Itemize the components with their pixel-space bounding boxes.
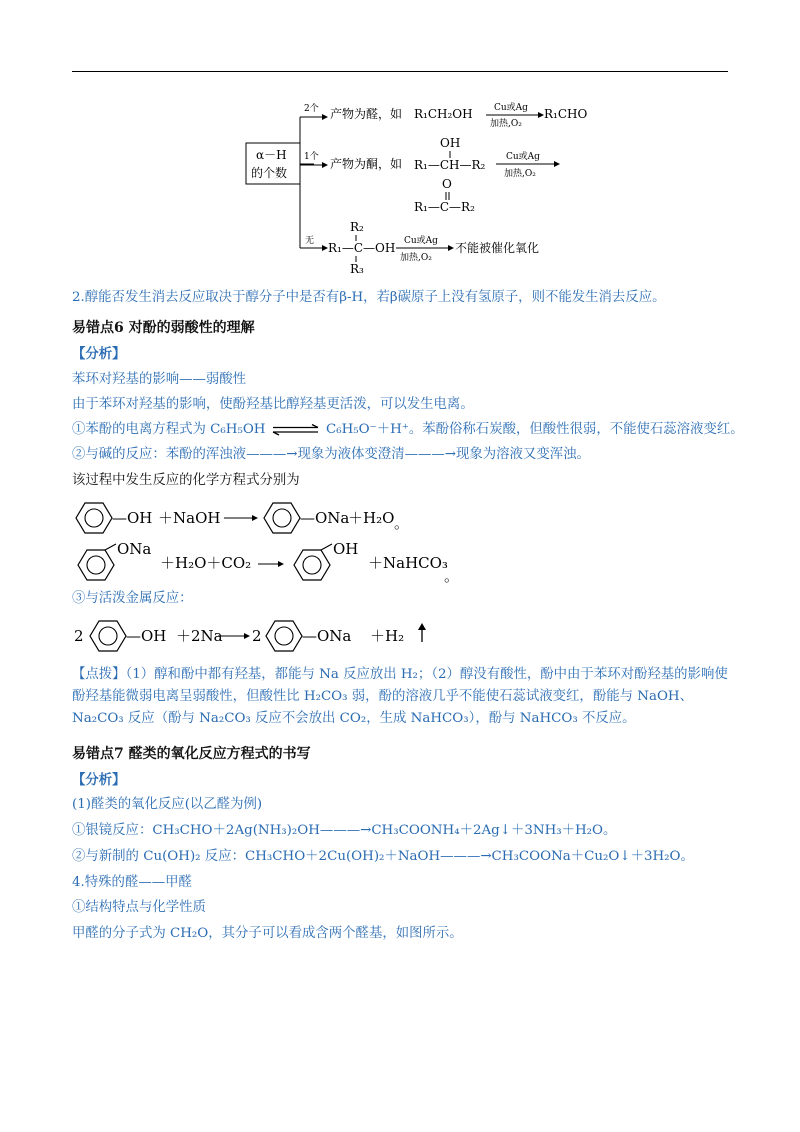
section6-analysis-tag: 【分析】 xyxy=(72,346,126,362)
benzene-ring-icon xyxy=(90,621,126,651)
equation-sodium-phenoxide-co2 xyxy=(72,539,492,587)
branch3-label: 无 xyxy=(305,236,315,246)
copper-hydroxide-equation: ②与新制的 Cu(OH)₂ 反应：CH₃CHO＋2Cu(OH)₂＋NaOH———→CH₃COONa＋Cu₂O↓＋3H₂O。 xyxy=(72,849,694,864)
eq3-oh: —OH xyxy=(126,627,167,645)
branch3-r3: R₃ xyxy=(350,262,364,276)
eq1-end: 。 xyxy=(394,514,410,532)
benzene-ring-icon xyxy=(78,550,114,580)
branch2-prod-chain: R₁—C—R₂ xyxy=(414,200,475,214)
section7-heading: 易错点7 醛类的氧化反应方程式的书写 xyxy=(72,746,311,762)
benzene-ring-icon xyxy=(76,503,112,533)
section7-line6: 甲醛的分子式为 CH₂O，其分子可以看成含两个醛基，如图所示。 xyxy=(72,926,463,941)
eq3-coef1: 2 xyxy=(74,627,84,645)
branch3-r2: R₂ xyxy=(350,220,364,234)
benzene-ring-icon xyxy=(264,503,300,533)
section7-analysis-tag: 【分析】 xyxy=(72,772,126,788)
branch2-label: 1个 xyxy=(304,152,319,162)
equilibrium-arrow-icon xyxy=(270,424,322,436)
branch1-cond-bottom: 加热,O₂ xyxy=(490,119,522,129)
eq2-nahco3: ＋NaHCO₃ xyxy=(368,554,448,572)
tip-paragraph: 【点拨】（1）醇和酚中都有羟基，都能与 Na 反应放出 H₂；（2）醇没有酸性，酚中由于苯环对酚羟基的影响使酚羟基能微弱电离呈弱酸性，但酸性比 H₂CO₃ 弱，酚的溶液几乎不能使石蕊试液变红，酚能与 NaOH、Na₂CO₃ 反应（酚与 Na₂CO₃ 反应不会放出 CO₂，生成 NaHCO₃），酚与 NaHCO₃ 不反应。 xyxy=(72,667,728,726)
section6-line5: 该过程中发生反应的化学方程式分别为 xyxy=(72,473,300,488)
eq1-ona: —ONa xyxy=(300,509,350,527)
section6-line4: ②与碱的反应：苯酚的浑浊液———→现象为液体变澄清———→现象为溶液又变浑浊。 xyxy=(72,447,590,462)
section6-heading: 易错点6 对酚的弱酸性的理解 xyxy=(72,320,255,336)
eq2-ona: ONa xyxy=(117,540,152,558)
branch2-cond-top: Cu或Ag xyxy=(506,152,540,162)
benzene-ring-icon xyxy=(294,550,330,580)
branch2-cond-bottom: 加热,O₂ xyxy=(504,169,536,179)
box-line1: α－H xyxy=(256,148,287,162)
branch2-chain: R₁—CH—R₂ xyxy=(414,158,486,172)
branch3-cond-bottom: 加热,O₂ xyxy=(400,253,432,263)
silver-mirror-equation: ①银镜反应：CH₃CHO＋2Ag(NH₃)₂OH———→CH₃COONH₄＋2Ag↓＋3NH₃＋H₂O。 xyxy=(72,823,617,838)
eq2-reagents: ＋H₂O＋CO₂ xyxy=(160,554,252,572)
box-line2: 的个数 xyxy=(251,166,288,180)
section7-line1: (1)醛类的氧化反应(以乙醛为例) xyxy=(72,797,263,812)
branch1-product: R₁CHO xyxy=(544,107,588,121)
eq2-oh: OH xyxy=(333,540,359,558)
branch3-result: 不能被催化氧化 xyxy=(455,241,540,255)
benzene-ring-icon xyxy=(266,621,302,651)
eq3-na: ＋2Na xyxy=(176,627,223,645)
branch1-text: 产物为醛，如 xyxy=(330,107,403,121)
section6-line2: 由于苯环对羟基的影响，使酚羟基比醇羟基更活泼，可以发生电离。 xyxy=(72,397,474,412)
section7-line5: ①结构特点与化学性质 xyxy=(72,900,206,915)
branch3-chain: R₁—C—OH xyxy=(328,241,396,255)
eq3-ona: —ONa xyxy=(302,627,352,645)
section7-line4: 4.特殊的醛——甲醛 xyxy=(72,875,192,890)
elimination-note: 2.醇能否发生消去反应取决于醇分子中是否有β-H，若β碳原子上没有氢原子，则不能发生消去反应。 xyxy=(72,290,666,305)
branch1-reactant: R₁CH₂OH xyxy=(414,107,473,121)
eq1-water: ＋H₂O xyxy=(348,509,395,527)
eq1-oh: —OH xyxy=(112,509,153,527)
eq3-coef2: 2 xyxy=(252,627,262,645)
eq3-h2: ＋H₂ xyxy=(370,627,405,645)
branch1-cond-top: Cu或Ag xyxy=(494,103,528,113)
eq1-naoh: ＋NaOH xyxy=(158,509,221,527)
eq2-end: 。 xyxy=(444,567,460,585)
alcohol-oxidation-diagram xyxy=(0,0,800,290)
equation-phenol-sodium xyxy=(72,614,492,658)
branch3-cond-top: Cu或Ag xyxy=(404,236,438,246)
branch2-oh: OH xyxy=(440,136,461,150)
section6-line1: 苯环对羟基的影响——弱酸性 xyxy=(72,372,247,387)
equation-phenol-naoh xyxy=(72,498,472,538)
branch2-text: 产物为酮，如 xyxy=(330,157,403,171)
branch2-o: O xyxy=(442,177,452,191)
ionization-reactant: ①苯酚的电离方程式为 C₆H₅OH xyxy=(72,422,266,437)
metal-reaction-title: ③与活泼金属反应： xyxy=(72,591,193,606)
branch1-label: 2个 xyxy=(304,104,319,114)
ionization-product: C₆H₅O⁻＋H⁺。苯酚俗称石炭酸，但酸性很弱，不能使石蕊溶液变红。 xyxy=(326,422,744,437)
section6-line3 xyxy=(72,420,744,440)
